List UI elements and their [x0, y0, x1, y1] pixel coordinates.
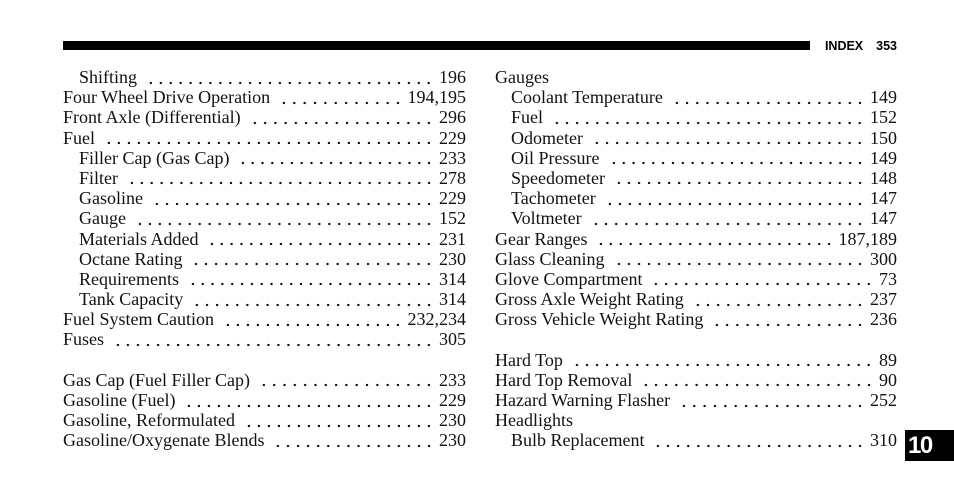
index-column-left	[63, 67, 466, 451]
chapter-tab-label: 10	[908, 432, 932, 459]
entry-page-number: 152	[870, 107, 897, 128]
entry-label: Front Axle (Differential)	[63, 107, 241, 128]
dot-leader	[113, 329, 434, 349]
entry-page-number: 233	[439, 147, 466, 168]
index-entry	[495, 370, 897, 390]
entry-page-number: 229	[439, 390, 466, 410]
entry-label: Hazard Warning Flasher	[495, 390, 671, 410]
index-entry	[495, 67, 897, 87]
index-subentry	[63, 289, 466, 309]
entry-label: Fuel	[63, 127, 96, 148]
index-subentry	[495, 208, 897, 228]
entry-label: Fuel System Caution	[63, 309, 215, 330]
entry-page-number: 147	[870, 208, 897, 229]
entry-label: Hard Top	[495, 349, 563, 370]
entry-label: Gear Ranges	[495, 228, 588, 249]
entry-label: Gasoline	[79, 188, 143, 209]
entry-label: Tachometer	[511, 188, 596, 209]
index-entry	[495, 410, 897, 430]
index-subentry	[495, 148, 897, 168]
index-entry	[495, 269, 897, 289]
entry-page-number: 147	[870, 188, 897, 209]
dot-leader	[605, 188, 865, 208]
entry-page-number: 152	[439, 208, 466, 229]
entry-page-number: 196	[439, 67, 466, 87]
index-entry	[63, 370, 466, 390]
entry-page-number: 229	[439, 188, 466, 209]
index-entry	[63, 128, 466, 148]
dot-leader	[279, 87, 402, 107]
dot-leader	[223, 309, 402, 329]
entry-page-number: 187,189	[838, 228, 897, 249]
entry-page-number: 232,234	[407, 309, 466, 330]
dot-leader	[188, 269, 434, 289]
index-entry	[63, 390, 466, 410]
index-subentry	[495, 107, 897, 127]
entry-page-number: 252	[870, 390, 897, 410]
entry-label: Gross Axle Weight Rating	[495, 289, 684, 310]
dot-leader	[244, 410, 434, 430]
dot-leader	[672, 87, 865, 107]
index-letter-group	[63, 370, 466, 451]
entry-page-number: 233	[439, 369, 466, 390]
entry-label: Coolant Temperature	[511, 87, 663, 108]
dot-leader	[653, 430, 865, 450]
entry-page-number: 89	[879, 349, 897, 370]
entry-label: Gasoline (Fuel)	[63, 390, 176, 410]
index-entry	[495, 229, 897, 249]
dot-leader	[572, 350, 874, 370]
dot-leader	[614, 168, 865, 188]
entry-label: Odometer	[511, 127, 583, 148]
chapter-tab	[905, 430, 954, 461]
entry-label: Filler Cap (Gas Cap)	[79, 147, 230, 168]
dot-leader	[679, 390, 865, 410]
index-subentry	[63, 67, 466, 87]
dot-leader	[152, 188, 434, 208]
entry-page-number: 231	[439, 228, 466, 249]
dot-leader	[184, 390, 434, 410]
dot-leader	[146, 67, 434, 87]
index-subentry	[495, 188, 897, 208]
index-letter-group	[63, 67, 466, 350]
index-subentry	[63, 188, 466, 208]
index-column-right	[495, 67, 897, 451]
entry-label: Speedometer	[511, 167, 605, 188]
index-entry	[495, 289, 897, 309]
entry-page-number: 236	[870, 309, 897, 330]
index-subentry	[495, 430, 897, 450]
entry-page-number: 314	[439, 289, 466, 310]
dot-leader	[592, 128, 865, 148]
entry-label: Octane Rating	[79, 248, 183, 269]
entry-label: Gas Cap (Fuel Filler Cap)	[63, 369, 250, 390]
dot-leader	[641, 370, 874, 390]
entry-label: Gasoline, Reformulated	[63, 410, 235, 431]
index-entry	[63, 107, 466, 127]
entry-label: Fuel	[511, 107, 544, 128]
entry-page-number: 73	[879, 268, 897, 289]
entry-page-number: 230	[439, 430, 466, 451]
running-head	[825, 39, 897, 53]
dot-leader	[609, 148, 866, 168]
entry-label: Tank Capacity	[79, 289, 184, 310]
entry-label: Bulb Replacement	[511, 430, 645, 451]
index-letter-group	[495, 67, 897, 329]
dot-leader	[259, 370, 434, 390]
entry-label: Gross Vehicle Weight Rating	[495, 309, 704, 330]
entry-label: Oil Pressure	[511, 147, 600, 168]
index-entry	[495, 390, 897, 410]
dot-leader	[596, 229, 833, 249]
index-entry	[63, 309, 466, 329]
entry-page-number: 305	[439, 329, 466, 350]
entry-label: Fuses	[63, 329, 105, 350]
entry-label: Gauge	[79, 208, 126, 229]
entry-label: Headlights	[495, 410, 573, 431]
index-subentry	[495, 128, 897, 148]
entry-page-number: 149	[870, 87, 897, 108]
entry-page-number: 229	[439, 127, 466, 148]
index-subentry	[63, 148, 466, 168]
dot-leader	[207, 229, 434, 249]
entry-label: Four Wheel Drive Operation	[63, 87, 271, 108]
index-subentry	[63, 269, 466, 289]
dot-leader	[693, 289, 865, 309]
dot-leader	[712, 309, 865, 329]
index-subentry	[495, 87, 897, 107]
entry-label: Requirements	[79, 268, 179, 289]
entry-page-number: 310	[870, 430, 897, 451]
dot-leader	[104, 128, 434, 148]
dot-leader	[238, 148, 434, 168]
index-entry	[495, 309, 897, 329]
entry-label: Gauges	[495, 67, 549, 87]
entry-page-number: 300	[870, 248, 897, 269]
index-subentry	[63, 168, 466, 188]
entry-page-number: 278	[439, 167, 466, 188]
entry-page-number: 230	[439, 410, 466, 431]
entry-label: Gasoline/Oxygenate Blends	[63, 430, 265, 451]
entry-page-number: 230	[439, 248, 466, 269]
index-subentry	[63, 229, 466, 249]
entry-page-number: 194,195	[407, 87, 466, 108]
dot-leader	[250, 107, 434, 127]
entry-page-number: 150	[870, 127, 897, 148]
entry-label: Filter	[79, 167, 118, 188]
index-entry	[63, 410, 466, 430]
entry-page-number: 237	[870, 289, 897, 310]
dot-leader	[135, 208, 434, 228]
entry-label: Glove Compartment	[495, 268, 643, 289]
entry-label: Hard Top Removal	[495, 369, 633, 390]
dot-leader	[552, 107, 865, 127]
entry-page-number: 296	[439, 107, 466, 128]
entry-label: Materials Added	[79, 228, 199, 249]
index-subentry	[495, 168, 897, 188]
index-entry	[63, 329, 466, 349]
index-entry	[495, 249, 897, 269]
dot-leader	[127, 168, 434, 188]
entry-page-number: 314	[439, 268, 466, 289]
dot-leader	[651, 269, 874, 289]
entry-page-number: 149	[870, 147, 897, 168]
index-letter-group	[495, 350, 897, 451]
dot-leader	[273, 430, 434, 450]
dot-leader	[591, 208, 865, 228]
section-label: INDEX	[824, 39, 864, 53]
header-rule-bar	[63, 41, 810, 50]
page-number: 353	[876, 39, 897, 53]
dot-leader	[614, 249, 866, 269]
index-entry	[63, 87, 466, 107]
entry-label: Voltmeter	[511, 208, 582, 229]
index-subentry	[63, 249, 466, 269]
entry-page-number: 148	[870, 167, 897, 188]
entry-page-number: 90	[879, 369, 897, 390]
index-subentry	[63, 208, 466, 228]
index-entry	[495, 350, 897, 370]
dot-leader	[191, 249, 434, 269]
entry-label: Shifting	[79, 67, 138, 87]
dot-leader	[192, 289, 434, 309]
entry-label: Glass Cleaning	[495, 248, 605, 269]
index-entry	[63, 430, 466, 450]
